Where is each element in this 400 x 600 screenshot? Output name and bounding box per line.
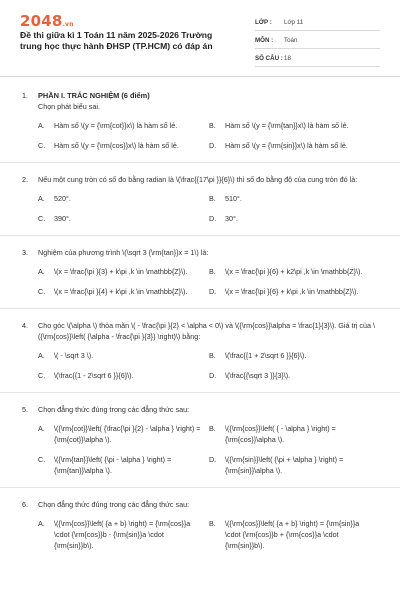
option-text: \({\rm{tan}}\left( {\pi - \alpha } \right) = {\rm{tan}}\alpha \). (54, 455, 172, 475)
question-number: 6. (22, 500, 28, 509)
option-letter: C. (38, 455, 46, 464)
question-item (0, 320, 400, 381)
answer-option[interactable] (209, 454, 380, 476)
option-text: Hàm số \(y = {\rm{cos}}x\) là hàm số lẻ. (54, 141, 179, 150)
answer-option[interactable] (38, 423, 209, 445)
option-letter: B. (209, 121, 216, 130)
answer-option[interactable] (38, 518, 209, 551)
option-row (38, 286, 380, 297)
question-divider (0, 162, 400, 163)
exam-meta (255, 16, 380, 67)
option-text: \({\rm{sin}}\left( {\pi + \alpha } \right) = {\rm{sin}}\alpha \). (225, 455, 344, 475)
option-text: 520°. (54, 194, 71, 203)
meta-key: SỐ CÂU : (255, 55, 283, 62)
option-text: \({\rm{cos}}\left( {a + b} \right) = {\rm{sin}}a \cdot {\rm{cos}}b + {\rm{cos}}a \cdot {\rm{sin}}b\). (225, 519, 360, 550)
option-row (38, 120, 380, 131)
option-letter: B. (209, 519, 216, 528)
answer-option[interactable] (209, 370, 380, 381)
answer-options (38, 266, 380, 297)
question-item (0, 90, 400, 151)
option-text: \(\frac{{1 + 2\sqrt 6 }}{6}\). (225, 351, 307, 360)
option-text: \( - \sqrt 3 \). (54, 351, 94, 360)
meta-value: 18 (284, 55, 291, 62)
answer-option[interactable] (38, 193, 209, 204)
meta-value: Toán (284, 37, 298, 44)
question-text: Chọn đẳng thức đúng trong các đẳng thức sau: (38, 500, 190, 509)
option-text: \(\frac{{1 - 2\sqrt 6 }}{6}\). (54, 371, 134, 380)
option-letter: B. (209, 267, 216, 276)
question-text: Nghiệm của phương trình \(\sqrt 3 {\rm{tan}}x = 1\) là: (38, 248, 209, 257)
section-title: PHẦN I. TRẮC NGHIỆM (6 điểm) (38, 91, 150, 100)
question-text: Cho góc \(\alpha \) thỏa mãn \( - \frac{\pi }{2} < \alpha < 0\) và \({\rm{cos}}\alpha = \frac{1}{3}\). Giá trị của \({\rm{cos}}\left( {\alpha - \frac{\pi }{3}} \right)\) bằng: (38, 321, 376, 341)
option-letter: D. (209, 141, 217, 150)
question-list (0, 90, 400, 551)
option-text: Hàm số \(y = {\rm{tan}}x\) là hàm số lẻ. (225, 121, 349, 130)
option-letter: A. (38, 267, 45, 276)
option-letter: D. (209, 371, 217, 380)
question-divider (0, 235, 400, 236)
question-number: 2. (22, 175, 28, 184)
answer-option[interactable] (209, 518, 380, 551)
logo-suffix: .vn (62, 21, 74, 28)
option-letter: B. (209, 194, 216, 203)
question-item (0, 404, 400, 476)
question-divider (0, 308, 400, 309)
option-letter: A. (38, 424, 45, 433)
answer-options (38, 350, 380, 381)
answer-options (38, 193, 380, 224)
option-text: \({\rm{cot}}\left( {\frac{\pi }{2} - \alpha } \right) = {\rm{cot}}\alpha \). (54, 424, 201, 444)
option-letter: D. (209, 214, 217, 223)
meta-subject (255, 34, 380, 49)
question-divider (0, 392, 400, 393)
question-text: Chọn phát biểu sai. (38, 102, 100, 111)
answer-option[interactable] (38, 120, 209, 131)
option-letter: C. (38, 141, 46, 150)
option-text: \(\frac{{\sqrt 3 }}{3}\). (225, 371, 291, 380)
site-logo[interactable] (20, 12, 74, 30)
answer-option[interactable] (38, 454, 209, 476)
option-text: 30°. (225, 214, 238, 223)
answer-options (38, 423, 380, 476)
header-divider (0, 76, 400, 77)
option-letter: A. (38, 194, 45, 203)
answer-option[interactable] (38, 213, 209, 224)
exam-title: Đề thi giữa kì 1 Toán 11 năm 2025-2026 Trường trung học thực hành ĐHSP (TP.HCM) có đáp án (20, 30, 213, 51)
question-text: Chọn đẳng thức đúng trong các đẳng thức sau: (38, 405, 190, 414)
question-divider (0, 487, 400, 488)
question-text: Nếu một cung tròn có số đo bằng radian là \(\frac{{17\pi }}{6}\) thì số đo bằng độ của cung tròn đó là: (38, 175, 358, 184)
option-text: \({\rm{cos}}\left( { - \alpha } \right) = {\rm{cos}}\alpha \). (225, 424, 336, 444)
answer-options (38, 518, 380, 551)
option-row (38, 454, 380, 476)
answer-option[interactable] (209, 350, 380, 361)
meta-class (255, 16, 380, 31)
answer-option[interactable] (209, 423, 380, 445)
option-letter: A. (38, 519, 45, 528)
question-number: 4. (22, 321, 28, 330)
meta-question-count (255, 52, 380, 67)
option-letter: B. (209, 351, 216, 360)
option-letter: D. (209, 287, 217, 296)
option-row (38, 140, 380, 151)
question-item (0, 247, 400, 297)
option-row (38, 266, 380, 277)
option-row (38, 350, 380, 361)
logo-text: 2048 (20, 12, 63, 30)
option-letter: C. (38, 371, 46, 380)
option-text: \(x = \frac{\pi }{6} + k\pi ,k \in \mathbb{Z}\). (225, 287, 359, 296)
option-row (38, 213, 380, 224)
answer-option[interactable] (209, 213, 380, 224)
option-text: \({\rm{cos}}\left( {a + b} \right) = {\rm{cos}}a \cdot {\rm{cos}}b - {\rm{sin}}a \cdot {\rm{sin}}b\). (54, 519, 191, 550)
answer-option[interactable] (209, 193, 380, 204)
answer-option[interactable] (38, 266, 209, 277)
meta-value: Lớp 11 (284, 19, 304, 26)
option-row (38, 423, 380, 445)
option-text: \(x = \frac{\pi }{3} + k\pi ,k \in \mathbb{Z}\). (54, 267, 188, 276)
option-text: 390°. (54, 214, 71, 223)
option-text: \(x = \frac{\pi }{4} + k\pi ,k \in \mathbb{Z}\). (54, 287, 188, 296)
answer-options (38, 120, 380, 151)
answer-option[interactable] (209, 286, 380, 297)
option-row (38, 370, 380, 381)
option-letter: A. (38, 351, 45, 360)
question-item (0, 174, 400, 224)
question-number: 1. (22, 91, 28, 100)
answer-option[interactable] (209, 266, 380, 277)
page-header (0, 0, 400, 72)
answer-option[interactable] (38, 370, 209, 381)
meta-key: MÔN : (255, 37, 274, 44)
option-letter: C. (38, 287, 46, 296)
question-item (0, 499, 400, 551)
question-number: 5. (22, 405, 28, 414)
answer-option[interactable] (38, 286, 209, 297)
option-text: Hàm số \(y = {\rm{sin}}x\) là hàm số lẻ. (225, 141, 348, 150)
option-letter: D. (209, 455, 217, 464)
option-letter: C. (38, 214, 46, 223)
answer-option[interactable] (38, 350, 209, 361)
answer-option[interactable] (209, 140, 380, 151)
option-text: 510°. (225, 194, 242, 203)
option-text: Hàm số \(y = {\rm{cot}}x\) là hàm số lẻ. (54, 121, 178, 130)
option-letter: B. (209, 424, 216, 433)
option-row (38, 193, 380, 204)
option-row (38, 518, 380, 551)
answer-option[interactable] (38, 140, 209, 151)
meta-key: LỚP : (255, 19, 272, 26)
option-text: \(x = \frac{\pi }{6} + k2\pi ,k \in \mathbb{Z}\). (225, 267, 363, 276)
answer-option[interactable] (209, 120, 380, 131)
question-number: 3. (22, 248, 28, 257)
option-letter: A. (38, 121, 45, 130)
